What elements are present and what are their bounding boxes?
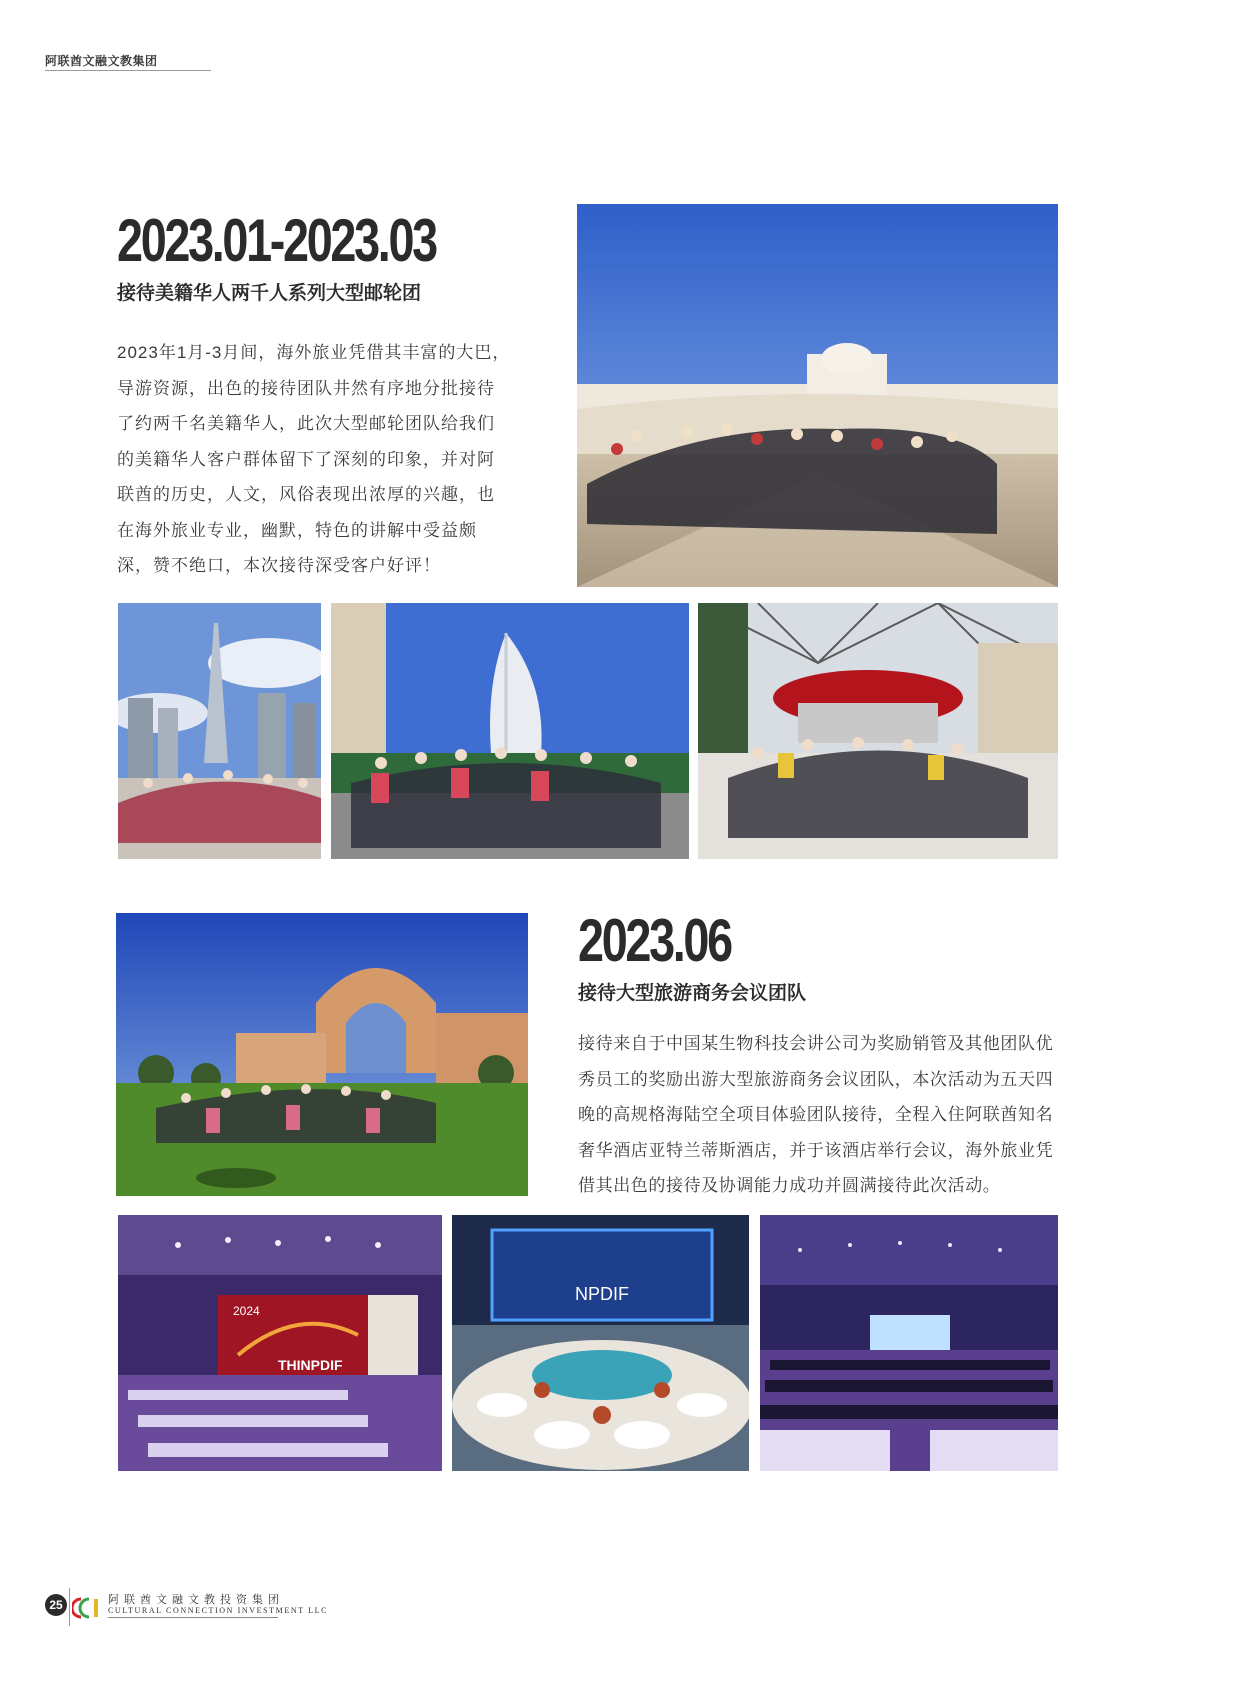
group-photo-ferrari-world: [698, 603, 1058, 859]
header-divider: [45, 70, 211, 71]
body-line: 深，赞不绝口，本次接待深受客户好评！: [117, 556, 441, 575]
body-line: 接待来自于中国某生物科技会讲公司为奖励销管及其他团队优: [578, 1034, 1054, 1053]
section1-body: [117, 335, 510, 584]
stage-year: 2024: [233, 1304, 260, 1318]
body-line: 晚的高规格海陆空全项目体验团队接待，全程入住阿联酋知名: [578, 1105, 1054, 1124]
section2-subtitle: 接待大型旅游商务会议团队: [578, 983, 807, 1004]
banquet-brand: NPDIF: [575, 1284, 629, 1304]
section1-date-title: 2023.01-2023.03: [117, 207, 436, 274]
group-photo-burj-al-arab: [331, 603, 689, 859]
group-photo-burj-khalifa: [118, 603, 321, 859]
group-photo-atlantis: [116, 913, 528, 1196]
running-header: 阿联酋文融文教集团: [45, 54, 158, 68]
footer-divider: [69, 1588, 70, 1626]
stage-brand: THINPDIF: [278, 1357, 343, 1373]
body-line: 导游资源，出色的接待团队井然有序地分批接待: [117, 378, 495, 398]
footer-underline: [108, 1617, 278, 1618]
conference-hall-stage: [118, 1215, 442, 1471]
footer-company-cn: 阿联酋文融文教投资集团: [108, 1594, 284, 1606]
page-number: 25: [45, 1594, 67, 1616]
body-line: 的美籍华人客户群体留下了深刻的印象，并对阿: [117, 449, 495, 469]
company-logo: [72, 1597, 100, 1624]
footer-company-en: CULTURAL CONNECTION INVESTMENT LLC: [108, 1606, 329, 1615]
body-line: 2023年1月-3月间，海外旅业凭借其丰富的大巴，: [117, 343, 511, 362]
conference-audience: [760, 1215, 1058, 1471]
section2-date-title: 2023.06: [578, 907, 731, 974]
body-line: 秀员工的奖励出游大型旅游商务会议团队，本次活动为五天四: [578, 1069, 1054, 1089]
body-line: 联酋的历史，人文，风俗表现出浓厚的兴趣，也: [117, 485, 495, 504]
body-line: 在海外旅业专业，幽默，特色的讲解中受益颇: [117, 520, 477, 540]
body-line: 了约两千名美籍华人，此次大型邮轮团队给我们: [117, 414, 495, 433]
group-photo-palace: [577, 204, 1058, 587]
body-line: 奢华酒店亚特兰蒂斯酒店，并于该酒店举行会议，海外旅业凭: [578, 1140, 1054, 1160]
banquet-table: [452, 1215, 749, 1471]
section2-body: [578, 1026, 1053, 1204]
body-line: 借其出色的接待及协调能力成功并圆满接待此次活动。: [578, 1176, 1001, 1195]
section1-subtitle: 接待美籍华人两千人系列大型邮轮团: [117, 283, 422, 304]
